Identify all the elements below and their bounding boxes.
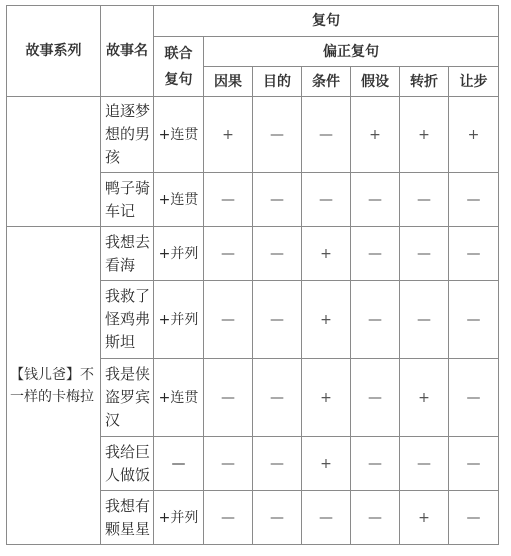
story-name: 我救了怪鸡弗斯坦	[101, 281, 154, 359]
header-coordinate: 联合复句	[154, 37, 204, 97]
header-subtype: 让步	[449, 67, 499, 97]
header-story: 故事名	[101, 6, 154, 97]
mark-cell: —	[449, 437, 499, 491]
mark-cell: —	[449, 281, 499, 359]
header-subordinate: 偏正复句	[204, 37, 499, 67]
mark-cell: —	[204, 173, 253, 227]
mark-cell: —	[253, 97, 302, 173]
mark-cell: —	[351, 281, 400, 359]
mark-cell: —	[351, 437, 400, 491]
story-name: 鸭子骑车记	[101, 173, 154, 227]
header-subtype: 目的	[253, 67, 302, 97]
mark-cell: —	[400, 173, 449, 227]
mark-cell: —	[253, 359, 302, 437]
mark-cell: —	[449, 359, 499, 437]
mark-cell: —	[302, 97, 351, 173]
header-subtype: 因果	[204, 67, 253, 97]
mark-cell: +	[302, 281, 351, 359]
series-cell	[7, 97, 101, 227]
coordinate-cell: +连贯	[154, 359, 204, 437]
header-subtype: 假设	[351, 67, 400, 97]
story-name: 我是侠盗罗宾汉	[101, 359, 154, 437]
table-row	[7, 97, 499, 173]
header-subtype: 转折	[400, 67, 449, 97]
mark-cell: +	[400, 491, 449, 545]
mark-cell: +	[449, 97, 499, 173]
story-name: 我给巨人做饭	[101, 437, 154, 491]
mark-cell: +	[351, 97, 400, 173]
mark-cell: —	[351, 491, 400, 545]
header-complex: 复句	[154, 6, 499, 37]
mark-cell: +	[400, 359, 449, 437]
story-name: 我想去看海	[101, 227, 154, 281]
coordinate-cell: +连贯	[154, 97, 204, 173]
coordinate-cell: +并列	[154, 281, 204, 359]
mark-cell: —	[400, 227, 449, 281]
mark-cell: —	[253, 437, 302, 491]
mark-cell: —	[449, 173, 499, 227]
mark-cell: —	[253, 227, 302, 281]
mark-cell: —	[204, 227, 253, 281]
series-cell: 【钱儿爸】不一样的卡梅拉	[7, 227, 101, 545]
mark-cell: —	[400, 281, 449, 359]
mark-cell: +	[204, 97, 253, 173]
mark-cell: —	[400, 437, 449, 491]
mark-cell: —	[351, 359, 400, 437]
mark-cell: +	[400, 97, 449, 173]
mark-cell: —	[302, 491, 351, 545]
story-name: 我想有颗星星	[101, 491, 154, 545]
mark-cell: —	[449, 227, 499, 281]
mark-cell: —	[253, 491, 302, 545]
coordinate-cell: +并列	[154, 491, 204, 545]
mark-cell: —	[351, 173, 400, 227]
mark-cell: —	[204, 359, 253, 437]
coordinate-cell: +并列	[154, 227, 204, 281]
mark-cell: —	[253, 173, 302, 227]
mark-cell: —	[351, 227, 400, 281]
mark-cell: +	[302, 227, 351, 281]
mark-cell: —	[302, 173, 351, 227]
coordinate-cell: +连贯	[154, 173, 204, 227]
header-series: 故事系列	[7, 6, 101, 97]
story-name: 追逐梦想的男孩	[101, 97, 154, 173]
mark-cell: —	[253, 281, 302, 359]
mark-cell: —	[204, 281, 253, 359]
mark-cell: —	[204, 437, 253, 491]
coordinate-cell: —	[154, 437, 204, 491]
mark-cell: +	[302, 437, 351, 491]
header-subtype: 条件	[302, 67, 351, 97]
mark-cell: —	[204, 491, 253, 545]
mark-cell: +	[302, 359, 351, 437]
table-row	[7, 227, 499, 281]
complex-sentence-table	[6, 5, 499, 545]
table-wrapper	[6, 5, 499, 545]
mark-cell: —	[449, 491, 499, 545]
